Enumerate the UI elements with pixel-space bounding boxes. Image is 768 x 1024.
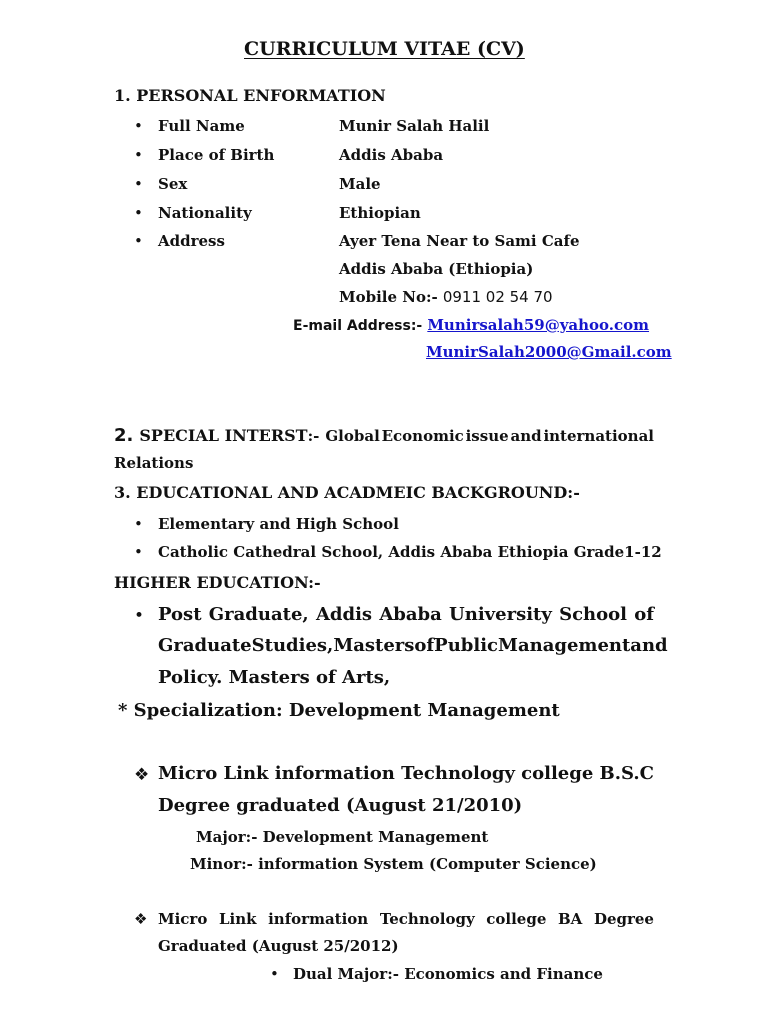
email-label: E-mail Address:- [293, 318, 423, 334]
bullet-icon: • [134, 543, 143, 561]
list-item [0, 543, 768, 565]
section-education-heading: 3. EDUCATIONAL AND ACADMEIC BACKGROUND:- [114, 483, 580, 502]
word: Micro [158, 910, 208, 928]
word: Studies, [251, 635, 334, 656]
word: Micro [158, 763, 218, 784]
section-number: 2. [114, 425, 134, 446]
bullet-icon: • [134, 232, 143, 250]
special-interest-heading: SPECIAL INTERST [139, 426, 308, 445]
specialization: * Specialization: Development Management [118, 700, 560, 721]
word: Technology [379, 910, 475, 928]
address-value: Ayer Tena Near to Sami Cafe [339, 232, 580, 250]
sex-label: Sex [158, 175, 188, 193]
address-label: Address [158, 232, 225, 250]
word: Post [158, 604, 202, 625]
education-item: Catholic Cathedral School, Addis Ababa Ethiopia Grade1-12 [158, 543, 662, 561]
word: issue [465, 427, 509, 445]
list-item [0, 117, 768, 139]
word: BA [558, 910, 583, 928]
special-interest [114, 425, 654, 446]
bullet-icon: • [134, 606, 145, 626]
word: of [634, 604, 654, 625]
full-name-value: Munir Salah Halil [339, 117, 490, 135]
word: Link [218, 910, 257, 928]
word: college [521, 763, 594, 784]
word: Masters [333, 635, 415, 656]
word: Technology [401, 763, 515, 784]
word: Economic [381, 427, 464, 445]
mobile-line [339, 287, 553, 306]
word: and [510, 427, 542, 445]
email-link-gmail[interactable]: MunirSalah2000@Gmail.com [426, 343, 672, 361]
word: Graduate [158, 635, 252, 656]
word: Ababa [379, 604, 442, 625]
nationality-value: Ethiopian [339, 204, 421, 222]
list-item [0, 515, 768, 537]
email-line [293, 315, 649, 334]
word: college [486, 910, 547, 928]
bullet-icon: • [270, 965, 279, 983]
bsc-minor: Minor:- information System (Computer Science) [190, 855, 597, 873]
email-link-yahoo[interactable]: Munirsalah59@yahoo.com [427, 316, 650, 334]
word: School [559, 604, 627, 625]
special-interest-text [325, 427, 654, 445]
special-interest-line2: Relations [114, 454, 194, 472]
postgraduate-line-3: Policy. Masters of Arts, [158, 667, 391, 688]
bullet-icon: • [134, 204, 143, 222]
word: Addis [315, 604, 373, 625]
diamond-bullet-icon: ❖ [134, 765, 150, 785]
word: Management [498, 635, 631, 656]
page-title: CURRICULUM VITAE (CV) [244, 38, 525, 60]
word: Global [325, 427, 380, 445]
word: information [268, 910, 369, 928]
word: Degree [593, 910, 654, 928]
separator: :- [307, 427, 320, 445]
word: international [543, 427, 654, 445]
word: Public [434, 635, 499, 656]
postgraduate-line-2 [158, 635, 668, 656]
word: B.S.C [599, 763, 654, 784]
higher-education-heading: HIGHER EDUCATION:- [114, 573, 321, 592]
bsc-line-1 [158, 763, 654, 784]
education-item: Elementary and High School [158, 515, 399, 533]
bullet-icon: • [134, 515, 143, 533]
word: Graduate, [208, 604, 309, 625]
ba-line-1 [158, 910, 654, 928]
list-item [0, 175, 768, 197]
place-of-birth-value: Addis Ababa [339, 146, 444, 164]
word: University [449, 604, 552, 625]
bullet-icon: • [134, 117, 143, 135]
list-item [0, 204, 768, 226]
full-name-label: Full Name [158, 117, 245, 135]
ba-line-2: Graduated (August 25/2012) [158, 937, 399, 955]
bullet-icon: • [134, 146, 143, 164]
place-of-birth-label: Place of Birth [158, 146, 275, 164]
list-item [0, 146, 768, 168]
nationality-label: Nationality [158, 204, 252, 222]
sex-value: Male [339, 175, 381, 193]
word: and [630, 635, 668, 656]
bullet-icon: • [134, 175, 143, 193]
address-line-2: Addis Ababa (Ethiopia) [339, 260, 534, 278]
list-item [0, 232, 768, 254]
ba-dual-major: Dual Major:- Economics and Finance [293, 965, 603, 983]
mobile-value: 0911 02 54 70 [442, 288, 553, 306]
diamond-bullet-icon: ❖ [134, 910, 148, 928]
word: of [414, 635, 435, 656]
word: information [274, 763, 395, 784]
postgraduate-line-1 [158, 604, 654, 625]
section-personal-heading: 1. PERSONAL ENFORMATION [114, 86, 386, 105]
bsc-line-2: Degree graduated (August 21/2010) [158, 795, 523, 816]
word: Link [223, 763, 269, 784]
bsc-major: Major:- Development Management [196, 828, 489, 846]
mobile-label: Mobile No:- [339, 288, 438, 306]
